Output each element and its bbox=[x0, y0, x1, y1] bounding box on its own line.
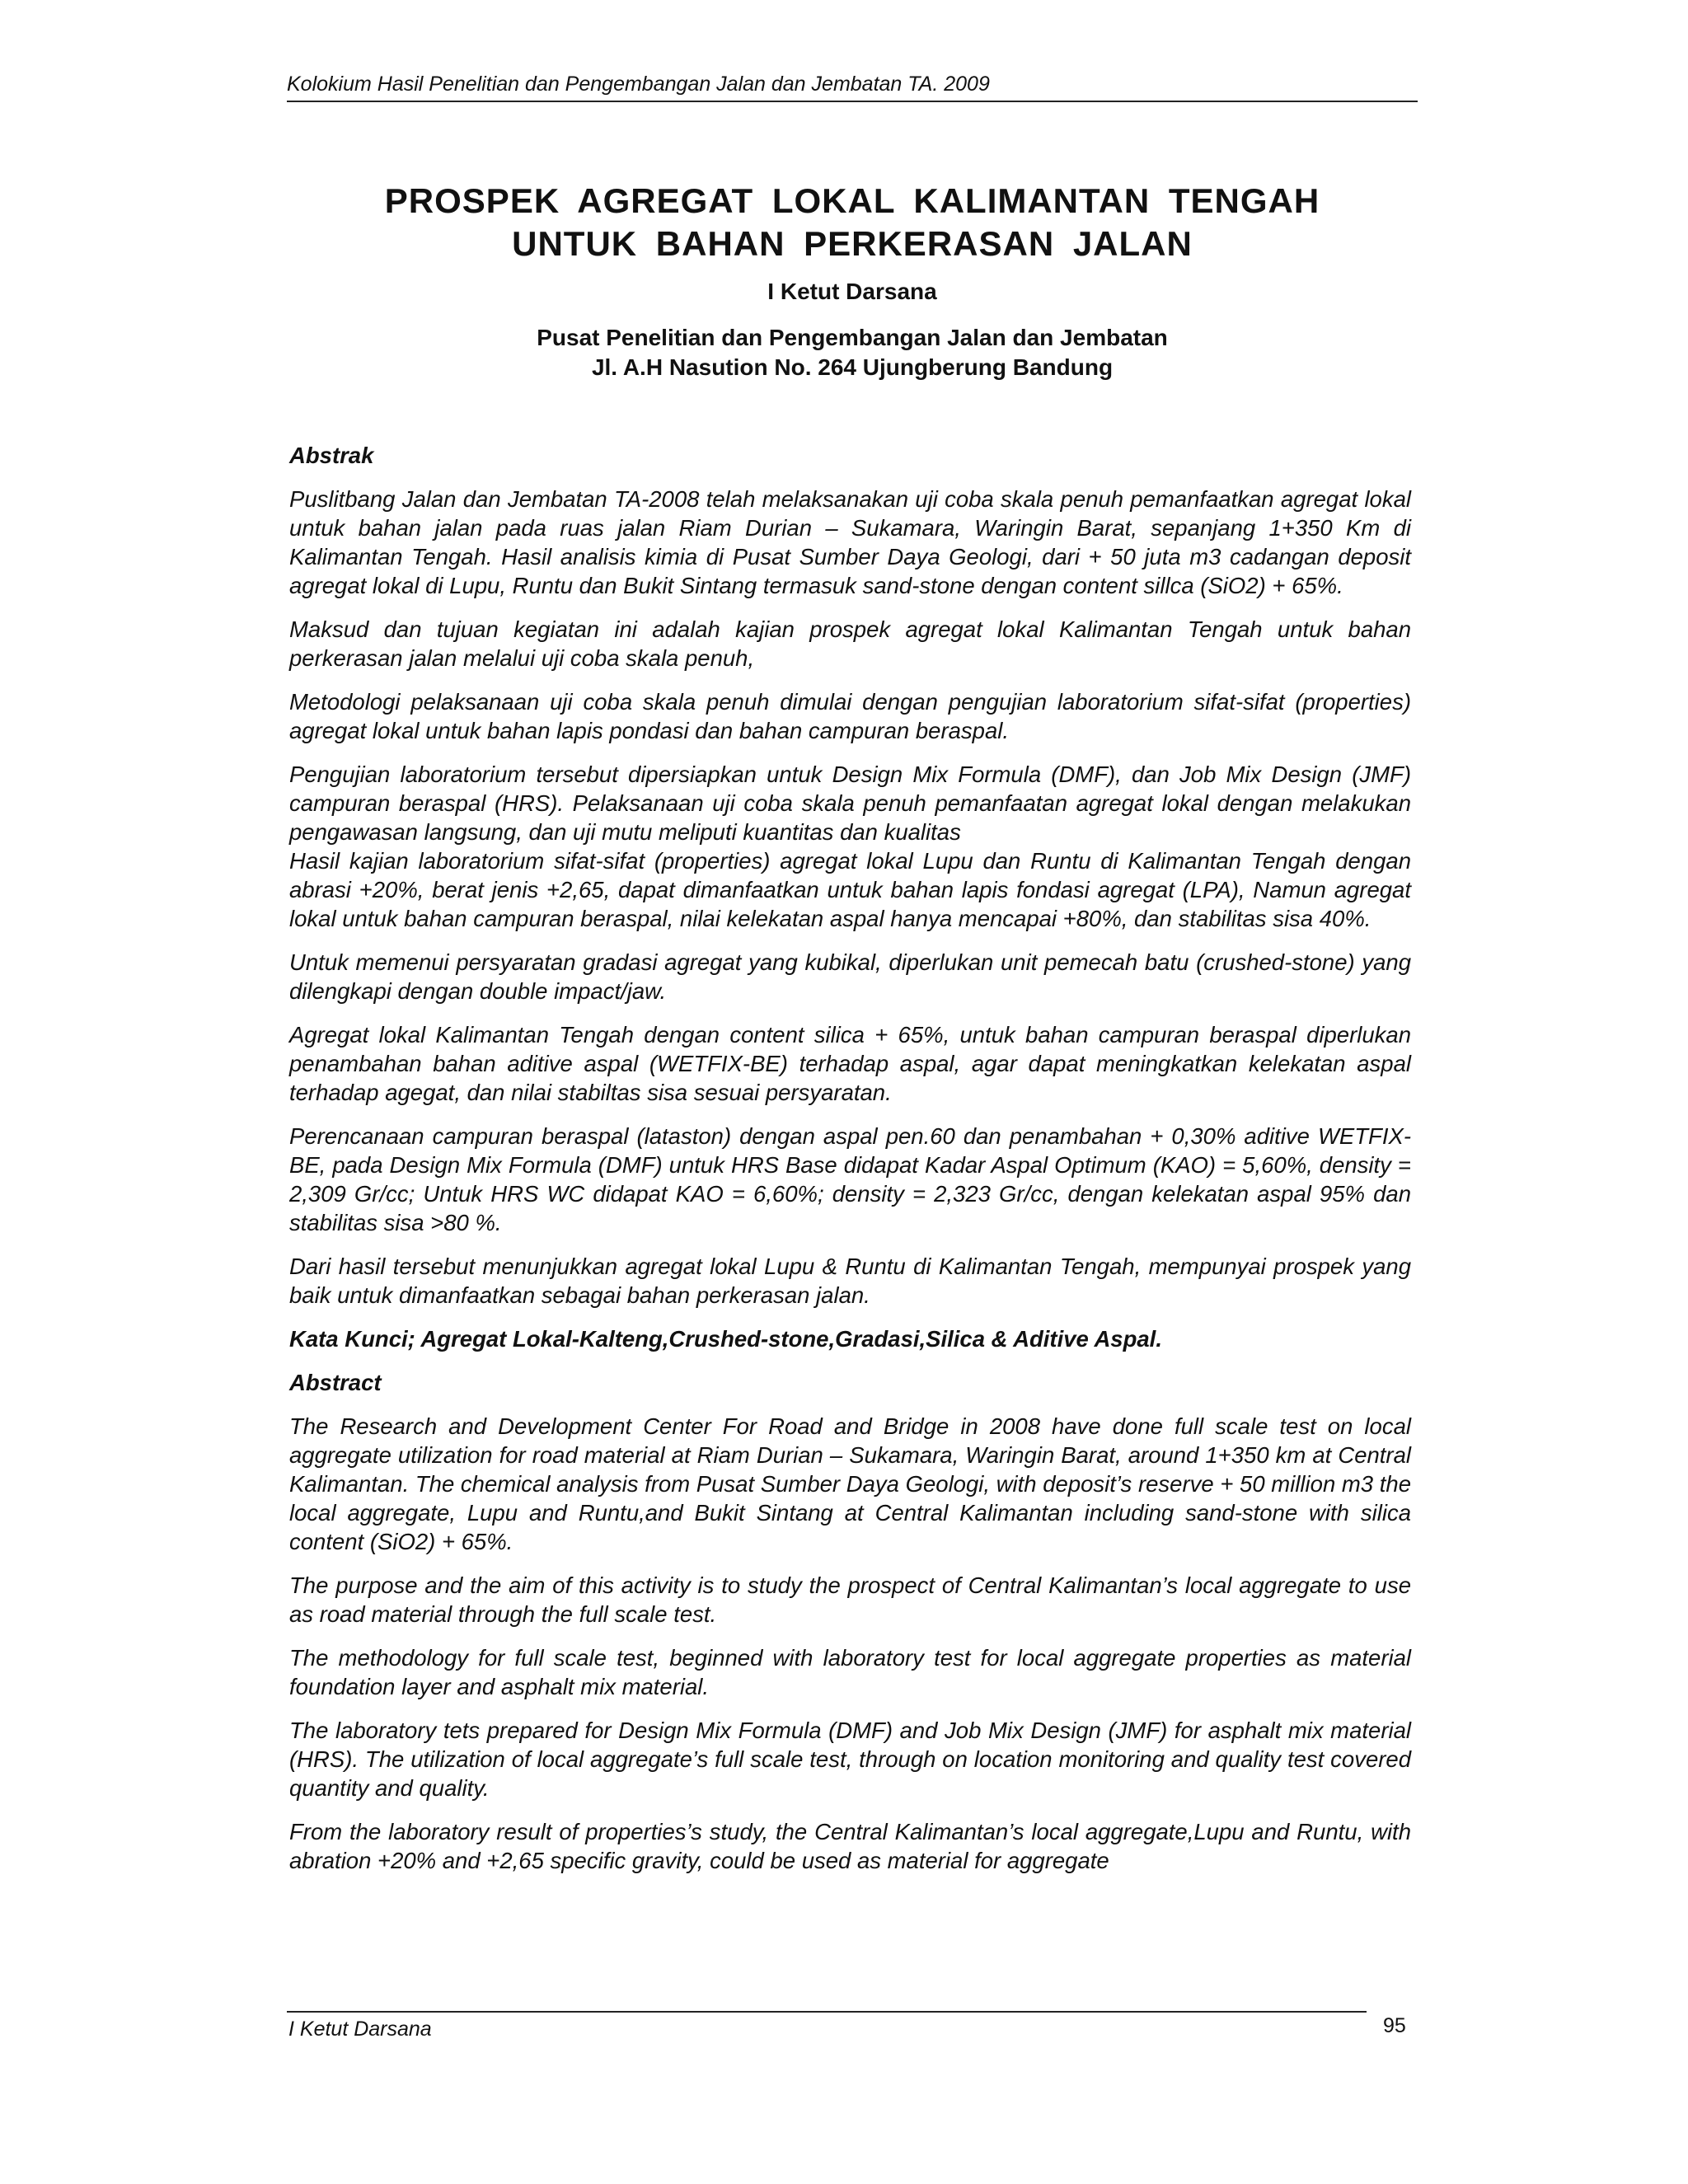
author-name: I Ketut Darsana bbox=[767, 279, 937, 304]
abstrak-paragraph-7: Perencanaan campuran beraspal (lataston) dengan aspal pen.60 dan penambahan + 0,30% aditive WETFIX-BE, pada Design Mix Formula (DMF) untuk HRS Base didapat Kadar Aspal Optimum (KAO) = 5,60%, density = 2,309 Gr/cc; Untuk HRS WC didapat KAO = 6,60%; density = 2,323 Gr/cc, dengan kelekatan aspal 95% dan stabilitas sisa >80 %. bbox=[289, 1123, 1411, 1235]
page-number: 95 bbox=[1383, 2014, 1406, 2037]
affiliation-line-1: Pusat Penelitian dan Pengembangan Jalan dan Jembatan bbox=[537, 325, 1168, 350]
abstrak-heading: Abstrak bbox=[289, 443, 374, 468]
abstract-body bbox=[289, 441, 1411, 1890]
title-line-2: UNTUK BAHAN PERKERASAN JALAN bbox=[512, 224, 1193, 263]
abstract-paragraph-4: The laboratory tets prepared for Design Mix Formula (DMF) and Job Mix Design (JMF) for asphalt mix material (HRS). The utilization of local aggregate’s full scale test, through on location monitoring and quality test covered quantity and quality. bbox=[289, 1718, 1411, 1801]
paper-title bbox=[287, 180, 1418, 265]
abstract-paragraph-5: From the laboratory result of properties’s study, the Central Kalimantan’s local aggregate,Lupu and Runtu, with abration +20% and +2,65 specific gravity, could be used as material for aggregate bbox=[289, 1819, 1411, 1873]
abstrak-paragraph-8: Dari hasil tersebut menunjukkan agregat lokal Lupu & Runtu di Kalimantan Tengah, mempunyai prospek yang baik untuk dimanfaatkan sebagai bahan perkerasan jalan. bbox=[289, 1254, 1411, 1308]
abstrak-paragraph-6: Agregat lokal Kalimantan Tengah dengan content silica + 65%, untuk bahan campuran beraspal diperlukan penambahan bahan aditive aspal (WETFIX-BE) terhadap aspal, agar dapat meningkatkan kelekatan aspal terhadap agegat, dan nilai stabiltas sisa sesuai persyaratan. bbox=[289, 1022, 1411, 1105]
abstract-paragraph-1: The Research and Development Center For Road and Bridge in 2008 have done full scale test on local aggregate utilization for road material at Riam Durian – Sukamara, Waringin Barat, around 1+350 km at Central Kalimantan. The chemical analysis from Pusat Sumber Daya Geologi, with deposit’s reserve + 50 million m3 the local aggregate, Lupu and Runtu,and Bukit Sintang at Central Kalimantan including sand-stone with silica content (SiO2) + 65%. bbox=[289, 1413, 1411, 1554]
abstract-heading: Abstract bbox=[289, 1370, 382, 1395]
abstrak-paragraph-5: Untuk memenui persyaratan gradasi agregat yang kubikal, diperlukan unit pemecah batu (crushed-stone) yang dilengkapi dengan double impact/jaw. bbox=[289, 949, 1411, 1004]
abstrak-paragraph-4b: Hasil kajian laboratorium sifat-sifat (properties) agregat lokal Lupu dan Runtu di Kalimantan Tengah dengan abrasi +20%, berat jenis +2,65, dapat dimanfaatkan untuk bahan lapis fondasi agregat (LPA), Namun agregat lokal untuk bahan campuran beraspal, nilai kelekatan aspal hanya mencapai +80%, dan stabilitas sisa 40%. bbox=[289, 848, 1411, 931]
abstrak-paragraph-3: Metodologi pelaksanaan uji coba skala penuh dimulai dengan pengujian laboratorium sifat-sifat (properties) agregat lokal untuk bahan lapis pondasi dan bahan campuran beraspal. bbox=[289, 689, 1411, 743]
abstrak-paragraph-4a: Pengujian laboratorium tersebut dipersiapkan untuk Design Mix Formula (DMF), dan Job Mix Design (JMF) campuran beraspal (HRS). Pelaksanaan uji coba skala penuh pemanfaatan agregat lokal dengan melakukan pengawasan langsung, dan uji mutu meliputi kuantitas dan kualitas bbox=[289, 762, 1411, 845]
keywords: Kata Kunci; Agregat Lokal-Kalteng,Crushed-stone,Gradasi,Silica & Aditive Aspal. bbox=[289, 1326, 1162, 1352]
footer-rule bbox=[287, 2011, 1367, 2013]
abstrak-paragraph-2: Maksud dan tujuan kegiatan ini adalah kajian prospek agregat lokal Kalimantan Tengah untuk bahan perkerasan jalan melalui uji coba skala penuh, bbox=[289, 616, 1411, 671]
title-line-1: PROSPEK AGREGAT LOKAL KALIMANTAN TENGAH bbox=[384, 181, 1320, 220]
abstract-paragraph-2: The purpose and the aim of this activity is to study the prospect of Central Kalimantan’s local aggregate to use as road material through the full scale test. bbox=[289, 1572, 1411, 1627]
abstrak-paragraph-1: Puslitbang Jalan dan Jembatan TA-2008 telah melaksanakan uji coba skala penuh pemanfaatkan agregat lokal untuk bahan jalan pada ruas jalan Riam Durian – Sukamara, Waringin Barat, sepanjang 1+350 Km di Kalimantan Tengah. Hasil analisis kimia di Pusat Sumber Daya Geologi, dari + 50 juta m3 cadangan deposit agregat lokal di Lupu, Runtu dan Bukit Sintang termasuk sand-stone dengan content sillca (SiO2) + 65%. bbox=[289, 486, 1411, 598]
author-affiliation bbox=[287, 323, 1418, 382]
running-header: Kolokium Hasil Penelitian dan Pengembangan Jalan dan Jembatan TA. 2009 bbox=[287, 73, 990, 96]
affiliation-line-2: Jl. A.H Nasution No. 264 Ujungberung Bandung bbox=[591, 354, 1114, 380]
header-rule bbox=[287, 101, 1418, 102]
footer-author: I Ketut Darsana bbox=[288, 2018, 432, 2041]
abstract-paragraph-3: The methodology for full scale test, beginned with laboratory test for local aggregate properties as material foundation layer and asphalt mix material. bbox=[289, 1645, 1411, 1699]
